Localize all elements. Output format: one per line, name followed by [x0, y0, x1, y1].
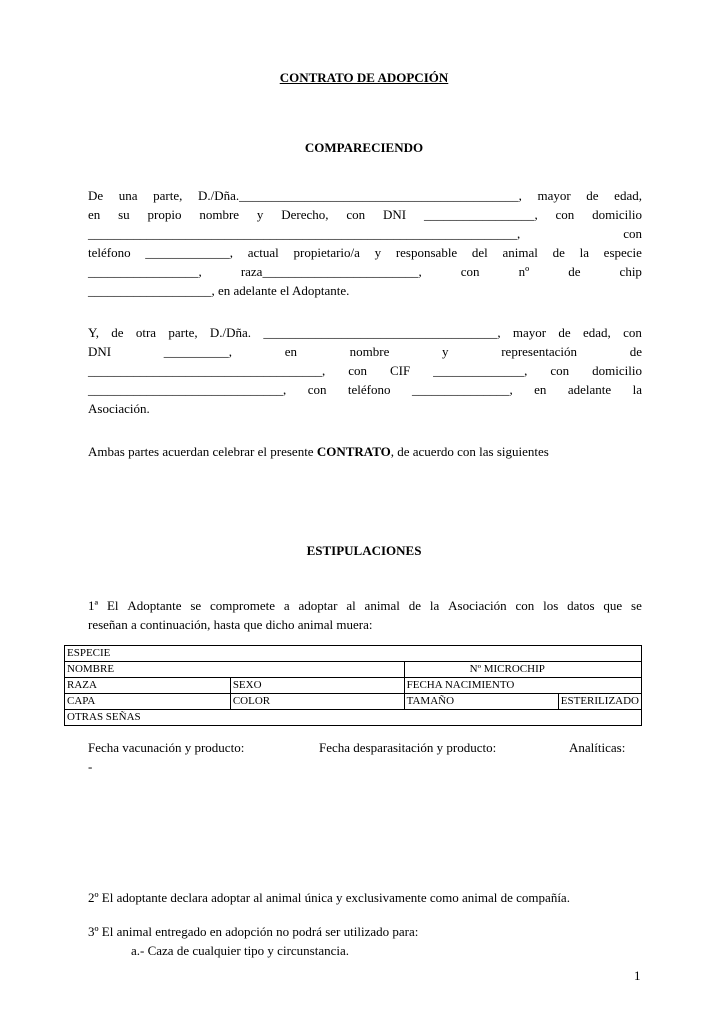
- animal-data-table: [64, 645, 642, 726]
- acuerdo-text-end: , de acuerdo con las siguientes: [390, 444, 549, 459]
- word: chip: [619, 264, 642, 279]
- text-line: [88, 205, 642, 224]
- word: Adoptante: [127, 598, 182, 613]
- word: con: [307, 382, 327, 397]
- word: El: [106, 598, 119, 613]
- word: adoptar: [298, 598, 338, 613]
- word: y: [442, 344, 449, 359]
- word: propietario/a: [293, 245, 360, 260]
- word: datos: [567, 598, 595, 613]
- acuerdo-paragraph: [88, 442, 549, 461]
- word: Asociación.: [88, 401, 150, 416]
- word: _________________,: [423, 207, 538, 222]
- word: edad,: [583, 325, 611, 340]
- word: y: [256, 207, 264, 222]
- word: nombre: [199, 207, 240, 222]
- word: animal: [364, 598, 400, 613]
- word: la: [632, 382, 642, 397]
- word: responsable: [395, 245, 458, 260]
- word: teléfono: [88, 245, 131, 260]
- word: mayor: [537, 188, 571, 203]
- word: en: [284, 344, 297, 359]
- word: de: [552, 245, 565, 260]
- list-dash: -: [88, 759, 93, 774]
- text-line: [88, 281, 642, 300]
- asociacion-paragraph: [88, 323, 642, 418]
- word: de: [408, 598, 422, 613]
- clausula-3-a: a.- Caza de cualquier tipo y circunstancia.: [131, 943, 350, 958]
- text-line: [88, 342, 642, 361]
- word: con: [346, 207, 366, 222]
- word: D./Dña.: [209, 325, 252, 340]
- word: De: [88, 188, 104, 203]
- word: domicilio: [592, 207, 642, 222]
- word: Y,: [88, 325, 99, 340]
- page-number: 1: [634, 968, 641, 983]
- text-line: [88, 243, 642, 262]
- word: actual: [247, 245, 279, 260]
- text-line: [88, 615, 642, 634]
- word: adelante: [567, 382, 612, 397]
- analiticas-label: Analíticas:: [569, 740, 626, 755]
- table-row: [65, 646, 642, 662]
- word: teléfono: [347, 382, 391, 397]
- word: la: [579, 245, 589, 260]
- text-line: [88, 380, 642, 399]
- word: representación: [501, 344, 578, 359]
- word: D./Dña.___________________________________________,: [197, 188, 522, 203]
- word: con: [460, 264, 480, 279]
- cell-tamano: TAMAÑO: [404, 694, 558, 710]
- text-line: [88, 323, 642, 342]
- text-line: [88, 186, 642, 205]
- word: a: [283, 598, 290, 613]
- word: CIF: [389, 363, 411, 378]
- text-line: [88, 262, 642, 281]
- word: raza________________________,: [240, 264, 422, 279]
- adoptante-paragraph: [88, 186, 642, 300]
- word: nº: [518, 264, 530, 279]
- word: en: [534, 382, 547, 397]
- table-row: [65, 710, 642, 726]
- word: otra: [135, 325, 157, 340]
- cell-capa: CAPA: [65, 694, 231, 710]
- word: mayor: [512, 325, 547, 340]
- section-heading-compareciendo: COMPARECIENDO: [304, 140, 424, 155]
- word: _____________,: [145, 245, 234, 260]
- cell-color: COLOR: [230, 694, 404, 710]
- word: nombre: [349, 344, 390, 359]
- clausula-3: 3º El animal entregado en adopción no podrá ser utilizado para:: [88, 924, 419, 939]
- word: con: [550, 363, 570, 378]
- word: con: [515, 598, 535, 613]
- cell-especie: ESPECIE: [65, 646, 642, 662]
- text-line: [88, 399, 642, 418]
- word: se: [190, 598, 202, 613]
- cell-otras-senas: OTRAS SEÑAS: [65, 710, 642, 726]
- word: Derecho,: [281, 207, 329, 222]
- fecha-desparasitacion-label: Fecha desparasitación y producto:: [319, 740, 497, 755]
- word: parte,: [153, 188, 183, 203]
- word: __________________________________________________________________,: [88, 226, 521, 241]
- text-line: [88, 596, 642, 615]
- word: DNI: [382, 207, 407, 222]
- word: en: [88, 207, 101, 222]
- word: parte,: [168, 325, 198, 340]
- clausula-2: 2º El adoptante declara adoptar al animal única y exclusivamente como animal de compañía.: [88, 890, 570, 905]
- text-line: [88, 361, 642, 380]
- table-row: [65, 678, 642, 694]
- word: _______________,: [411, 382, 513, 397]
- document-title: CONTRATO DE ADOPCIÓN: [279, 70, 449, 85]
- word: con: [623, 325, 642, 340]
- cell-raza: RAZA: [65, 678, 231, 694]
- word: _________________,: [88, 264, 202, 279]
- word: Asociación: [448, 598, 507, 613]
- clausula-1-paragraph: [88, 596, 642, 634]
- word: de: [568, 264, 581, 279]
- word: de: [586, 188, 599, 203]
- word: los: [543, 598, 559, 613]
- word: de: [558, 325, 571, 340]
- word: al: [346, 598, 356, 613]
- acuerdo-contrato-bold: CONTRATO: [316, 444, 391, 459]
- word: su: [118, 207, 130, 222]
- word: DNI: [88, 344, 112, 359]
- acuerdo-text: Ambas partes acuerdan celebrar el presente: [88, 444, 317, 459]
- word: se: [631, 598, 642, 613]
- word: del: [471, 245, 488, 260]
- word: de: [629, 344, 642, 359]
- word: animal: [502, 245, 538, 260]
- word: que: [603, 598, 623, 613]
- word: especie: [603, 245, 642, 260]
- text-line: [88, 224, 642, 243]
- word: __________,: [163, 344, 233, 359]
- word: 1ª: [88, 598, 99, 613]
- word: ______________________________,: [88, 382, 287, 397]
- cell-esterilizado: ESTERILIZADO: [558, 694, 641, 710]
- word: con: [623, 226, 642, 241]
- word: ____________________________________,: [88, 363, 326, 378]
- table-row: [65, 694, 642, 710]
- word: ______________,: [433, 363, 528, 378]
- word: propio: [147, 207, 182, 222]
- word: reseñan a continuación, hasta que dicho animal muera:: [88, 617, 373, 632]
- table-row: [65, 662, 642, 678]
- word: y: [374, 245, 382, 260]
- word: ___________________, en adelante el Adoptante.: [88, 283, 350, 298]
- word: edad,: [614, 188, 642, 203]
- word: con: [348, 363, 367, 378]
- word: la: [429, 598, 440, 613]
- cell-nombre: NOMBRE: [65, 662, 405, 678]
- section-heading-estipulaciones: ESTIPULACIONES: [306, 543, 422, 558]
- word: con: [555, 207, 575, 222]
- word: de: [111, 325, 124, 340]
- cell-microchip: Nº MICROCHIP: [404, 662, 641, 678]
- word: ____________________________________,: [263, 325, 501, 340]
- cell-fecha-nacimiento: FECHA NACIMIENTO: [404, 678, 641, 694]
- cell-sexo: SEXO: [230, 678, 404, 694]
- word: compromete: [210, 598, 276, 613]
- word: domicilio: [592, 363, 642, 378]
- fecha-vacunacion-label: Fecha vacunación y producto:: [88, 740, 245, 755]
- word: una: [118, 188, 138, 203]
